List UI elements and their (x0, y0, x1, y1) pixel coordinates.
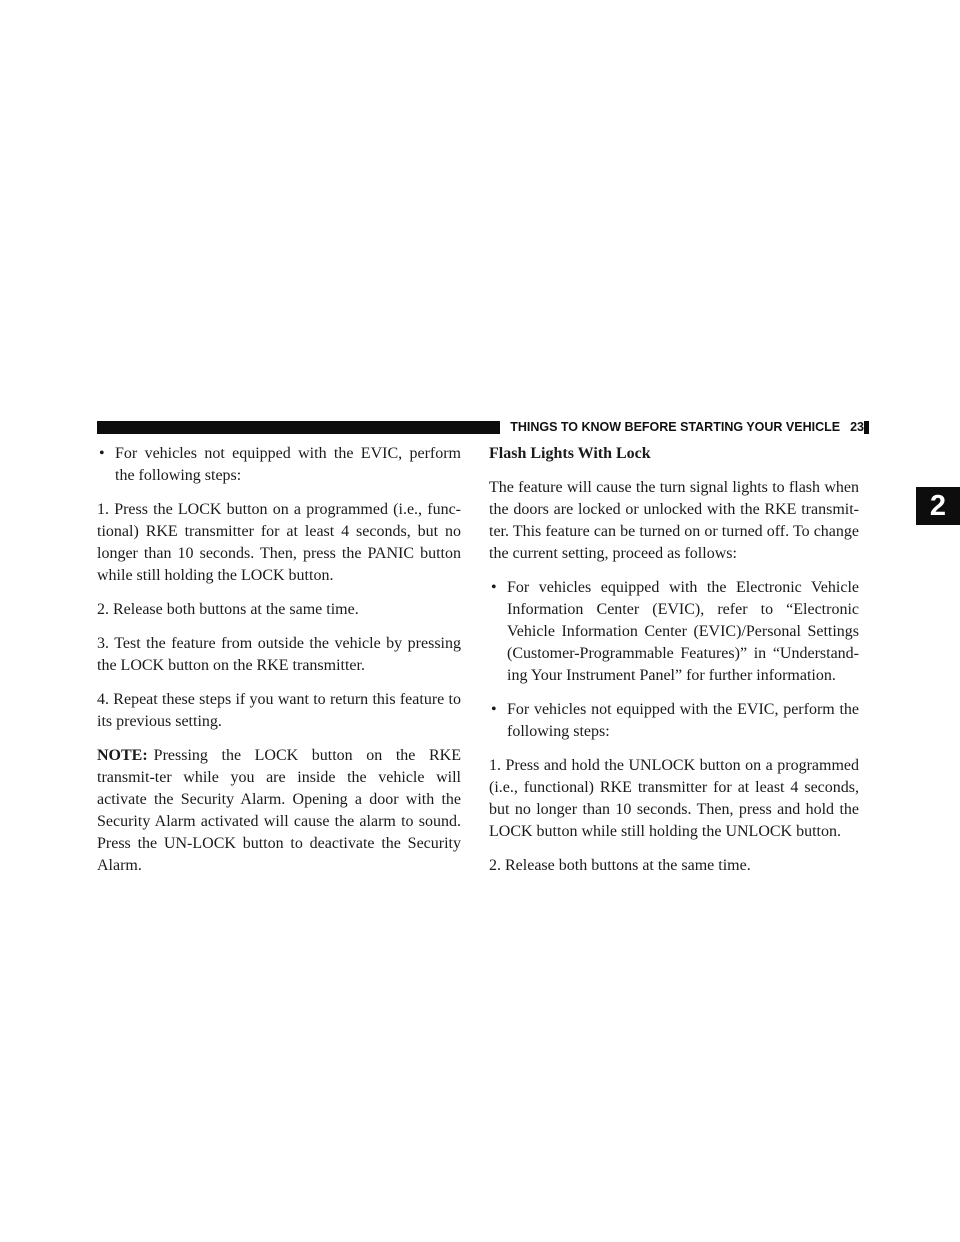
chapter-tab: 2 (916, 487, 960, 525)
left-step-2: 2. Release both buttons at the same time. (97, 601, 359, 618)
right-bullet-text-2: For vehicles not equipped with the EVIC, perform the following steps: (507, 701, 859, 740)
right-column (489, 443, 859, 889)
note-label: NOTE: (97, 747, 148, 764)
left-bullet-text: For vehicles not equipped with the EVIC, perform the following steps: (115, 445, 461, 484)
left-step-1: 1. Press the LOCK button on a programmed (i.e., func-tional) RKE transmitter for at least 4 seconds, but no longer than 10 seconds. Then, press the PANIC button while still holding the LOCK button. (97, 501, 461, 584)
left-step-3: 3. Test the feature from outside the vehicle by pressing the LOCK button on the RKE transmitter. (97, 635, 461, 674)
section-intro: The feature will cause the turn signal lights to flash when the doors are locked or unlocked with the RKE transmit-ter. This feature can be turned on or turned off. To change the current setting, proceed as follows: (489, 479, 859, 562)
left-column (97, 443, 461, 889)
right-bullet-text-1: For vehicles equipped with the Electronic Vehicle Information Center (EVIC), refer to “Electronic Vehicle Information Center (EVIC)/Personal Settings (Customer-Programmable Features)” in “Understand-ing Your Instrument Panel” for further information. (507, 579, 859, 684)
section-heading: Flash Lights With Lock (489, 445, 651, 462)
running-header (500, 417, 864, 437)
right-bullet-item-1 (489, 577, 859, 687)
left-bullet-item (97, 443, 461, 487)
right-bullet-item-2 (489, 699, 859, 743)
bullet-glyph: • (491, 701, 497, 718)
note-text: Pressing the LOCK button on the RKE transmit-ter while you are inside the vehicle will activate the Security Alarm. Opening a door with the Security Alarm activated will cause the alarm to sound. Press the UN-LOCK button to deactivate the Security Alarm. (97, 747, 461, 874)
page-number: 23 (850, 420, 864, 434)
bullet-glyph: • (491, 579, 497, 596)
note-paragraph (97, 745, 461, 877)
header-title: THINGS TO KNOW BEFORE STARTING YOUR VEHICLE (510, 420, 841, 434)
right-step-1: 1. Press and hold the UNLOCK button on a programmed (i.e., functional) RKE transmitter for at least 4 seconds, but no longer than 10 seconds. Then, press and hold the LOCK button while still holding the UNLOCK button. (489, 757, 859, 840)
left-step-4: 4. Repeat these steps if you want to return this feature to its previous setting. (97, 691, 461, 730)
bullet-glyph: • (99, 445, 105, 462)
right-step-2: 2. Release both buttons at the same time. (489, 857, 751, 874)
